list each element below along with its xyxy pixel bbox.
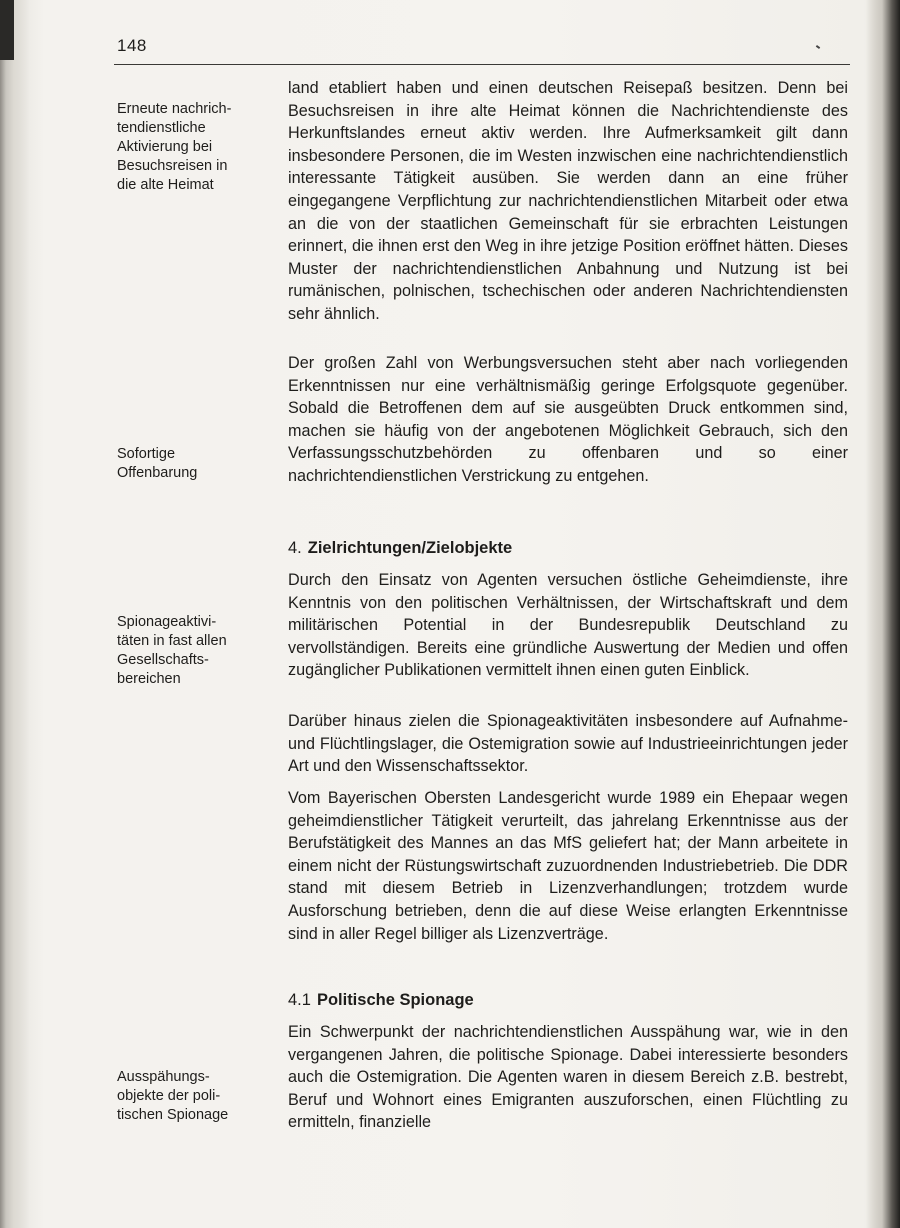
paragraph-recruitment-success: Der großen Zahl von Werbungsversuchen steht aber nach vorliegenden Erkenntnissen nur eine verhältnismäßig geringe Erfolgsquote gegenüber. Sobald die Betroffenen dem auf sie ausgeübten Druck entkommen sind, machen sie häufig von der angebotenen Möglichkeit Gebrauch, sich den Verfassungsschutzbehörden zu offenbaren und so einer nachrichtendienstlichen Verstrickung zu entgehen. — [288, 354, 848, 485]
header-rule — [114, 64, 850, 65]
margin-note-espionage-areas: Spionageaktivi- täten in fast allen Gesellschafts- bereichen — [117, 614, 227, 687]
section-number: 4. — [288, 539, 302, 557]
margin-note-reactivation: Erneute nachrich- tendienstliche Aktivierung bei Besuchsreisen in die alte Heimat — [117, 101, 232, 193]
section-heading-4-1 — [288, 989, 474, 1011]
page-binding-shadow-left — [0, 0, 30, 1228]
paragraph-court-case: Vom Bayerischen Obersten Landesgericht wurde 1989 ein Ehepaar wegen geheimdienstlicher Tätigkeit verurteilt, das jahrelang Erkenntnisse aus der Berufstätigkeit des Mannes an das MfS geliefert hat; der Mann arbeitete in einem nicht der Rüstungswirtschaft zuzuordnenden Industriebetrieb. Die DDR stand mit diesem Betrieb in Lizenzverhandlungen; trotzdem wurde Ausforschung betrieben, denn die auf diese Weise erlangten Erkenntnisse sind in aller Regel billiger als Lizenzverträge. — [288, 789, 848, 943]
page-corner-shadow — [0, 0, 14, 60]
margin-note-disclosure: Sofortige Offenbarung — [117, 446, 198, 481]
section-title: Politische Spionage — [316, 991, 474, 1009]
margin-note-political-targets: Ausspähungs- objekte der poli- tischen Spionage — [117, 1069, 229, 1123]
paragraph-target-areas: Darüber hinaus zielen die Spionageaktivitäten insbesondere auf Aufnahme- und Flüchtlingslager, die Ostemigration sowie auf Industrieeinrichtungen jeder Art und den Wissenschaftssektor. — [288, 712, 848, 776]
print-speck — [816, 45, 820, 49]
section-number: 4.1 — [288, 991, 311, 1009]
paragraph-agent-deployment: Durch den Einsatz von Agenten versuchen östliche Geheimdienste, ihre Kenntnis von den politischen Verhältnissen, der Wirtschaftskraft und dem militärischen Potential in der Bundesrepublik Deutschland zu vervollständigen. Bereits eine gründliche Auswertung der Medien und offen zugänglicher Publikationen vermittelt ihnen einen guten Einblick. — [288, 571, 848, 680]
paragraph-visits-home: land etabliert haben und einen deutschen Reisepaß besitzen. Denn bei Besuchsreisen in ihre alte Heimat können die Nachrichtendienste des Herkunftslandes erneut aktiv werden. Ihre Aufmerksamkeit gilt dann insbesondere Personen, die im Westen inzwischen eine nachrichtendienstlich interessante Tätigkeit ausüben. Sie werden dann an eine früher eingegangene Verpflichtung zur nachrichtendienstlichen Mitarbeit oder etwa an die von der staatlichen Gemeinschaft für sie erbrachten Leistungen erinnert, die ihnen erst den Weg in ihre jetzige Position eröffnet hätten. Dieses Muster der nachrichtendienstlichen Anbahnung und Nutzung ist bei rumänischen, polnischen, tschechischen oder anderen Nachrichtendiensten sehr ähnlich. — [288, 79, 848, 323]
section-heading-4 — [288, 537, 512, 559]
page-edge-shadow-right — [866, 0, 900, 1228]
section-title: Zielrichtungen/Zielobjekte — [307, 539, 513, 557]
page-number: 148 — [117, 36, 147, 55]
paragraph-political-espionage: Ein Schwerpunkt der nachrichtendienstlichen Ausspähung war, wie in den vergangenen Jahren, die politische Spionage. Dabei interessierte besonders auch die Ostemigration. Die Agenten waren in diesem Bereich z.B. bestrebt, Beruf und Wohnort eines Emigranten auszuforschen, einen Flüchtling zu ermitteln, finanzielle — [288, 1023, 848, 1132]
